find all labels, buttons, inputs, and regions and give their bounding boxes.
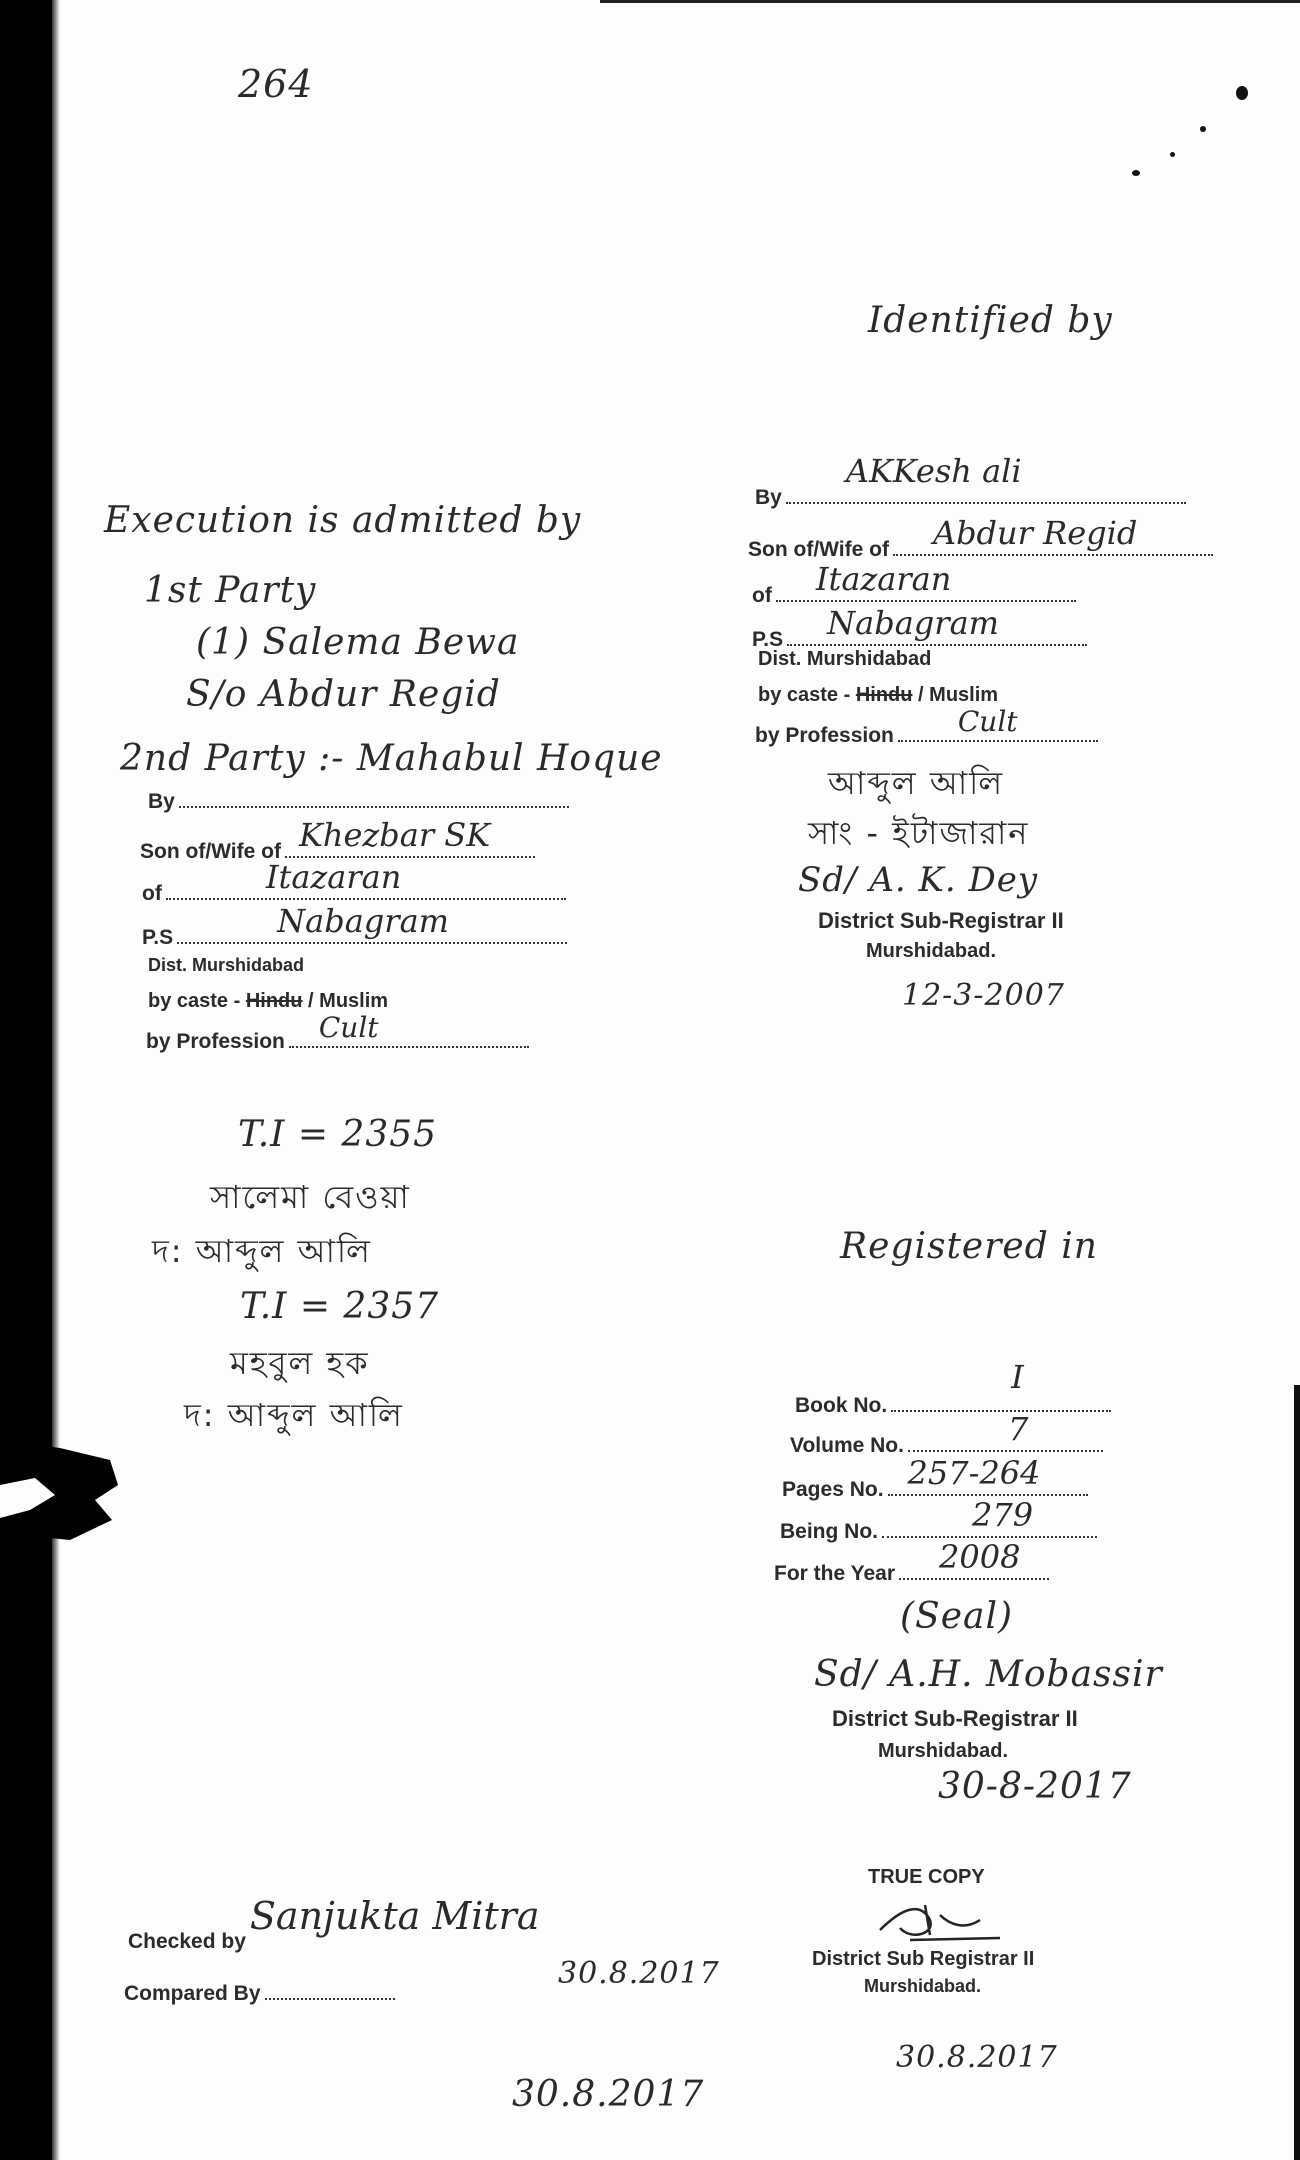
- book-label: Book No.: [795, 1394, 888, 1417]
- true-copy-place: Murshidabad.: [864, 1976, 982, 1996]
- pages-label: Pages No.: [782, 1478, 884, 1501]
- checked-date: 30.8.2017: [558, 1956, 720, 1991]
- scan-speck: [1236, 86, 1248, 100]
- caste-hindu: Hindu: [245, 990, 303, 1012]
- identifier-profession: Cult: [957, 705, 1018, 738]
- execution-dist: Dist. Murshidabad: [148, 955, 305, 975]
- page-number: 264: [238, 62, 314, 106]
- pages-line: [888, 1454, 1088, 1496]
- son-of-label: Son of/Wife of: [140, 840, 281, 863]
- identifier-father: Abdur Regid: [932, 514, 1138, 552]
- identifier-signature: Sd/ A. K. Dey: [798, 860, 1039, 900]
- identifier-name: AKKesh ali: [845, 452, 1022, 490]
- book-line: [891, 1358, 1111, 1412]
- execution-ps: Nabagram: [277, 902, 449, 940]
- caste-suffix: / Muslim: [912, 684, 999, 706]
- checked-line: [249, 1894, 540, 1948]
- compared-by-field: [124, 1976, 395, 2006]
- checker-name: Sanjukta Mitra: [249, 1894, 540, 1938]
- ps-label: P.S: [142, 926, 174, 949]
- scan-left-edge: [0, 0, 52, 2160]
- son-of-line: [893, 514, 1213, 556]
- execution-heading: Execution is admitted by: [104, 500, 582, 541]
- scan-speck: [1132, 170, 1140, 176]
- identified-by-heading: Identified by: [868, 300, 1113, 341]
- book-value: I: [1011, 1358, 1024, 1396]
- caste-prefix: by caste -: [758, 684, 856, 706]
- volume-label: Volume No.: [790, 1434, 904, 1457]
- by-line: [179, 784, 569, 808]
- profession-line: [898, 705, 1098, 742]
- book-no-field: [795, 1358, 1111, 1418]
- ps-line: [177, 902, 567, 944]
- year-value: 2008: [939, 1538, 1021, 1576]
- being-value: 279: [972, 1496, 1034, 1534]
- caste-suffix: / Muslim: [302, 990, 389, 1012]
- identifier-by-field: [755, 452, 1186, 510]
- torn-paper-mark: [0, 1440, 125, 1550]
- year-label: For the Year: [774, 1562, 895, 1585]
- execution-first-party: 1st Party: [144, 570, 317, 611]
- scan-left-shadow: [52, 0, 60, 2160]
- ps-line: [787, 604, 1087, 646]
- compared-label: Compared By: [124, 1982, 261, 2005]
- execution-ps-field: [142, 902, 567, 950]
- of-line: [166, 858, 566, 900]
- profession-line: [289, 1011, 529, 1048]
- son-of-label: Son of/Wife of: [748, 538, 889, 561]
- scan-right-edge: [1294, 1385, 1300, 2160]
- by-label: By: [755, 486, 782, 509]
- ti-scribe-1: দ: আব্দুল আলি: [152, 1232, 372, 1270]
- ti-number-2: T.I = 2357: [240, 1286, 440, 1327]
- identifier-bengali-village: সাং - ইটাজারান: [808, 814, 1030, 852]
- identifier-caste: [758, 684, 998, 707]
- execution-village: Itazaran: [265, 858, 402, 896]
- checked-label: Checked by: [128, 1930, 246, 1953]
- execution-second-party: 2nd Party :- Mahabul Hoque: [120, 738, 663, 779]
- son-of-line: [285, 816, 535, 858]
- by-line: [786, 452, 1186, 504]
- pages-value: 257-264: [907, 1454, 1041, 1492]
- true-copy-label: TRUE COPY: [868, 1866, 985, 1888]
- by-label: By: [148, 790, 175, 813]
- scan-speck: [1170, 152, 1175, 157]
- identifier-bengali-name: আব্দুল আলি: [828, 764, 1005, 802]
- identifier-profession-field: [755, 705, 1098, 748]
- execution-caste: [148, 990, 388, 1013]
- scan-speck: [1200, 126, 1206, 132]
- bottom-date: 30.8.2017: [512, 2074, 705, 2115]
- seal-note: (Seal): [900, 1596, 1014, 1637]
- identifier-village: Itazaran: [815, 560, 952, 598]
- ti-scribe-2: দ: আব্দুল আলি: [184, 1396, 404, 1434]
- ti-number-1: T.I = 2355: [238, 1114, 438, 1155]
- being-line: [882, 1496, 1097, 1538]
- year-field: [774, 1538, 1049, 1586]
- compared-line: [265, 1976, 395, 2000]
- registration-date: 30-8-2017: [938, 1766, 1132, 1807]
- of-label: of: [752, 584, 772, 607]
- scan-top-edge: [600, 0, 1300, 3]
- volume-line: [908, 1410, 1103, 1452]
- registration-registrar-title: District Sub-Registrar II: [832, 1706, 1078, 1731]
- execution-profession-field: [146, 1011, 529, 1054]
- identifier-dist: Dist. Murshidabad: [758, 648, 932, 670]
- caste-prefix: by caste -: [148, 990, 246, 1012]
- registered-in-heading: Registered in: [840, 1226, 1098, 1267]
- volume-value: 7: [1007, 1410, 1029, 1448]
- profession-label: by Profession: [146, 1030, 285, 1053]
- being-label: Being No.: [780, 1520, 878, 1543]
- of-line: [776, 560, 1076, 602]
- ti-name-1: সালেমা বেওয়া: [210, 1178, 411, 1216]
- true-copy-signature: [870, 1890, 1010, 1950]
- execution-party-1-father: S/o Abdur Regid: [186, 674, 501, 715]
- of-label: of: [142, 882, 162, 905]
- caste-hindu: Hindu: [855, 684, 913, 706]
- execution-party-1-name: (1) Salema Bewa: [196, 622, 520, 663]
- profession-label: by Profession: [755, 724, 894, 747]
- year-line: [899, 1538, 1049, 1580]
- ti-name-2: মহবুল হক: [230, 1344, 370, 1382]
- identifier-registrar-title: District Sub-Registrar II: [818, 908, 1064, 933]
- registration-signature: Sd/ A.H. Mobassir: [814, 1654, 1163, 1695]
- ps-label: P.S: [752, 628, 784, 651]
- pages-no-field: [782, 1454, 1088, 1502]
- execution-profession: Cult: [318, 1011, 379, 1044]
- registration-registrar-place: Murshidabad.: [878, 1740, 1009, 1762]
- checked-by-field: [128, 1894, 540, 1954]
- execution-father: Khezbar SK: [298, 816, 491, 854]
- execution-by-field: [148, 784, 569, 814]
- identifier-date: 12-3-2007: [902, 978, 1065, 1013]
- identifier-ps: Nabagram: [827, 604, 999, 642]
- identifier-son-of-field: [748, 514, 1213, 562]
- identifier-registrar-place: Murshidabad.: [866, 940, 997, 962]
- true-copy-date: 30.8.2017: [896, 2040, 1058, 2075]
- true-copy-title: District Sub Registrar II: [812, 1948, 1035, 1970]
